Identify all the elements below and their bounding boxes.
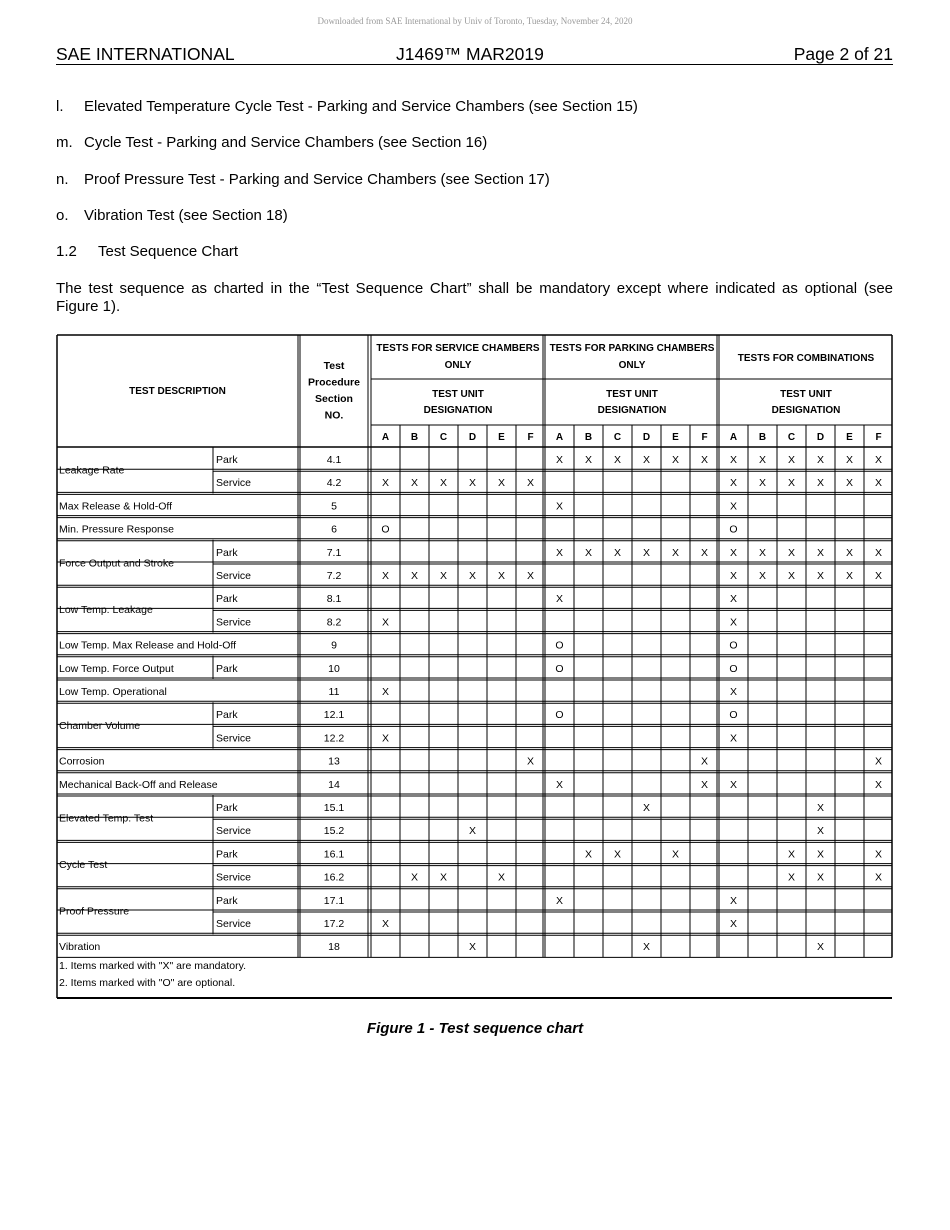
mandatory-mark: X [584,848,593,861]
header-page-number: Page 2 of 21 [793,44,893,64]
optional-mark: O [555,639,564,652]
unit-letter: C [439,432,448,443]
mandatory-mark: X [816,477,825,490]
mandatory-mark: X [584,454,593,466]
mandatory-mark: X [816,454,825,466]
mandatory-mark: X [729,546,738,559]
mandatory-mark: X [874,848,883,861]
unit-letter: D [816,432,825,443]
group-title: ONLY [618,360,646,371]
mandatory-mark: X [526,477,535,490]
row-subtype: Park [216,709,238,722]
header-doc-number: J1469™ MAR2019 [396,44,544,64]
mandatory-mark: X [787,570,796,582]
optional-mark: O [555,662,564,675]
row-subtype: Park [216,593,238,606]
test-unit-designation-header: DESIGNATION [597,405,667,416]
procedure-section-number: 13 [328,755,340,768]
row-subtype: Service [216,616,252,629]
unit-letter: F [527,432,534,443]
unit-letter: B [758,432,767,443]
mandatory-mark: X [758,546,767,559]
row-subtype: Service [216,825,252,838]
row-description: Elevated Temp. Test [59,812,154,825]
mandatory-mark: X [787,848,796,861]
mandatory-mark: X [613,848,622,861]
row-description: Cycle Test [59,859,108,871]
row-description: Corrosion [59,755,105,768]
procedure-section-number: 7.2 [326,570,342,582]
mandatory-mark: X [381,686,390,698]
row-subtype: Service [216,570,252,582]
row-subtype: Service [216,871,252,884]
test-unit-designation-header: DESIGNATION [771,405,841,416]
row-subtype: Service [216,477,252,490]
mandatory-mark: X [468,825,477,838]
mandatory-mark: X [642,802,651,814]
row-subtype: Park [216,454,238,466]
mandatory-mark: X [787,546,796,559]
unit-letter: D [642,432,651,443]
mandatory-mark: X [555,894,564,907]
group-title: ONLY [444,360,472,371]
optional-mark: O [729,639,738,652]
download-notice: Downloaded from SAE International by Univ of Toronto, Tuesday, November 24, 2020 [317,16,633,26]
optional-mark: O [381,523,390,536]
mandatory-mark: X [874,570,883,582]
mandatory-mark: X [729,500,738,513]
row-description: Low Temp. Leakage [59,603,153,616]
unit-letter: A [729,432,738,443]
mandatory-mark: X [497,477,506,490]
figure-caption: Figure 1 - Test sequence chart [366,1020,584,1037]
mandatory-mark: X [700,454,709,466]
optional-mark: O [729,523,738,536]
mandatory-mark: X [729,593,738,606]
mandatory-mark: X [410,570,419,582]
mandatory-mark: X [816,871,825,884]
mandatory-mark: X [816,848,825,861]
unit-letter: B [584,432,593,443]
unit-letter: D [468,432,477,443]
procedure-section-header: Test [323,360,345,372]
test-unit-designation-header: TEST UNIT [780,389,832,400]
mandatory-mark: X [439,477,448,490]
mandatory-mark: X [555,454,564,466]
procedure-section-number: 15.1 [323,802,345,814]
mandatory-mark: X [468,477,477,490]
mandatory-mark: X [497,871,506,884]
mandatory-mark: X [729,732,738,745]
optional-mark: O [729,709,738,722]
mandatory-mark: X [526,755,535,768]
unit-letter: F [701,432,708,443]
procedure-section-number: 7.1 [326,546,342,559]
row-description: Low Temp. Operational [59,686,167,698]
procedure-section-header: Section [315,393,353,405]
unit-letter: C [787,432,796,443]
mandatory-mark: X [671,546,680,559]
procedure-section-number: 11 [328,686,340,698]
unit-letter: A [381,432,390,443]
mandatory-mark: X [874,454,883,466]
list-text: Cycle Test - Parking and Service Chambers (see Section 16) [84,134,488,151]
mandatory-mark: X [497,570,506,582]
mandatory-mark: X [381,732,390,745]
procedure-section-number: 16.2 [323,871,345,884]
mandatory-mark: X [845,477,854,490]
test-unit-designation-header: TEST UNIT [432,389,484,400]
procedure-section-number: 5 [331,500,337,513]
mandatory-mark: X [584,546,593,559]
unit-letter: A [555,432,564,443]
procedure-section-number: 8.2 [326,616,342,629]
mandatory-mark: X [874,871,883,884]
mandatory-mark: X [874,477,883,490]
mandatory-mark: X [381,570,390,582]
mandatory-mark: X [468,570,477,582]
mandatory-mark: X [787,871,796,884]
procedure-section-number: 4.1 [326,454,342,466]
procedure-section-number: 10 [328,662,340,675]
mandatory-mark: X [700,778,709,791]
row-subtype: Park [216,802,238,814]
row-description: Mechanical Back-Off and Release [59,778,218,791]
mandatory-mark: X [874,755,883,768]
mandatory-mark: X [613,546,622,559]
mandatory-mark: X [700,546,709,559]
procedure-section-number: 16.1 [323,848,345,861]
unit-letter: F [875,432,882,443]
mandatory-mark: X [381,477,390,490]
mandatory-mark: X [729,686,738,698]
mandatory-mark: X [816,825,825,838]
mandatory-mark: X [787,477,796,490]
mandatory-mark: X [845,454,854,466]
procedure-section-header: NO. [324,409,344,422]
group-title: TESTS FOR PARKING CHAMBERS [549,343,715,354]
procedure-section-number: 17.2 [323,918,345,930]
row-description: Leakage Rate [59,464,125,477]
procedure-section-header: Procedure [308,376,360,389]
mandatory-mark: X [758,454,767,466]
mandatory-mark: X [642,941,651,954]
mandatory-mark: X [555,778,564,791]
list-text: Proof Pressure Test - Parking and Service Chambers (see Section 17) [84,171,550,188]
row-description: Low Temp. Force Output [59,662,174,675]
unit-letter: E [846,432,853,443]
procedure-section-number: 12.2 [323,732,345,745]
header-org: SAE INTERNATIONAL [56,44,235,64]
group-title: TESTS FOR COMBINATIONS [737,353,875,364]
mandatory-mark: X [642,546,651,559]
row-description: Chamber Volume [59,719,141,732]
mandatory-mark: X [410,477,419,490]
list-marker: n. [56,171,69,188]
test-unit-designation-header: DESIGNATION [423,405,493,416]
procedure-section-number: 17.1 [323,894,345,907]
mandatory-mark: X [787,454,796,466]
procedure-section-number: 15.2 [323,825,345,838]
mandatory-mark: X [729,570,738,582]
row-description: Force Output and Stroke [59,557,174,570]
unit-letter: E [498,432,505,443]
mandatory-mark: X [439,570,448,582]
mandatory-mark: X [381,918,390,930]
unit-letter: C [613,432,622,443]
mandatory-mark: X [729,918,738,930]
row-description: Min. Pressure Response [59,523,174,536]
test-description-header: TEST DESCRIPTION [129,386,226,397]
mandatory-mark: X [526,570,535,582]
row-subtype: Park [216,848,238,861]
list-text: Elevated Temperature Cycle Test - Parking and Service Chambers (see Section 15) [84,98,638,115]
mandatory-mark: X [729,778,738,791]
list-marker: o. [56,207,69,224]
mandatory-mark: X [613,454,622,466]
mandatory-mark: X [555,546,564,559]
mandatory-mark: X [381,616,390,629]
mandatory-mark: X [729,894,738,907]
row-subtype: Park [216,546,238,559]
mandatory-mark: X [816,941,825,954]
mandatory-mark: X [555,500,564,513]
mandatory-mark: X [555,593,564,606]
optional-mark: O [729,662,738,675]
mandatory-mark: X [729,454,738,466]
row-subtype: Park [216,662,238,675]
mandatory-mark: X [758,477,767,490]
mandatory-mark: X [816,546,825,559]
procedure-section-number: 12.1 [323,709,345,722]
mandatory-mark: X [410,871,419,884]
row-subtype: Service [216,732,252,745]
unit-letter: B [410,432,419,443]
row-subtype: Park [216,894,238,907]
table-note: 2. Items marked with "O" are optional. [59,977,236,989]
row-description: Max Release & Hold-Off [59,500,173,513]
group-title: TESTS FOR SERVICE CHAMBERS [376,343,540,354]
list-marker: m. [56,134,73,151]
mandatory-mark: X [729,477,738,490]
mandatory-mark: X [845,570,854,582]
section-number: 1.2 [56,243,77,260]
list-text: Vibration Test (see Section 18) [84,207,288,224]
body-paragraph: The test sequence as charted in the “Test Sequence Chart” shall be mandatory except where indicated as optional (see Figure 1). [56,280,893,315]
row-description: Proof Pressure [59,905,130,918]
mandatory-mark: X [816,570,825,582]
mandatory-mark: X [874,778,883,791]
row-description: Low Temp. Max Release and Hold-Off [59,639,237,652]
mandatory-mark: X [671,454,680,466]
procedure-section-number: 8.1 [326,593,342,606]
mandatory-mark: X [642,454,651,466]
procedure-section-number: 6 [331,523,337,536]
mandatory-mark: X [729,616,738,629]
procedure-section-number: 4.2 [326,477,342,490]
mandatory-mark: X [468,941,477,954]
mandatory-mark: X [671,848,680,861]
section-title: Test Sequence Chart [98,243,239,260]
mandatory-mark: X [845,546,854,559]
optional-mark: O [555,709,564,722]
row-subtype: Service [216,918,252,930]
unit-letter: E [672,432,679,443]
row-description: Vibration [59,941,101,954]
procedure-section-number: 9 [331,639,337,652]
test-unit-designation-header: TEST UNIT [606,389,658,400]
procedure-section-number: 14 [328,778,340,791]
mandatory-mark: X [700,755,709,768]
mandatory-mark: X [758,570,767,582]
mandatory-mark: X [816,802,825,814]
table-note: 1. Items marked with "X" are mandatory. [59,960,246,972]
procedure-section-number: 18 [328,941,340,954]
mandatory-mark: X [439,871,448,884]
mandatory-mark: X [874,546,883,559]
list-marker: l. [56,98,64,115]
